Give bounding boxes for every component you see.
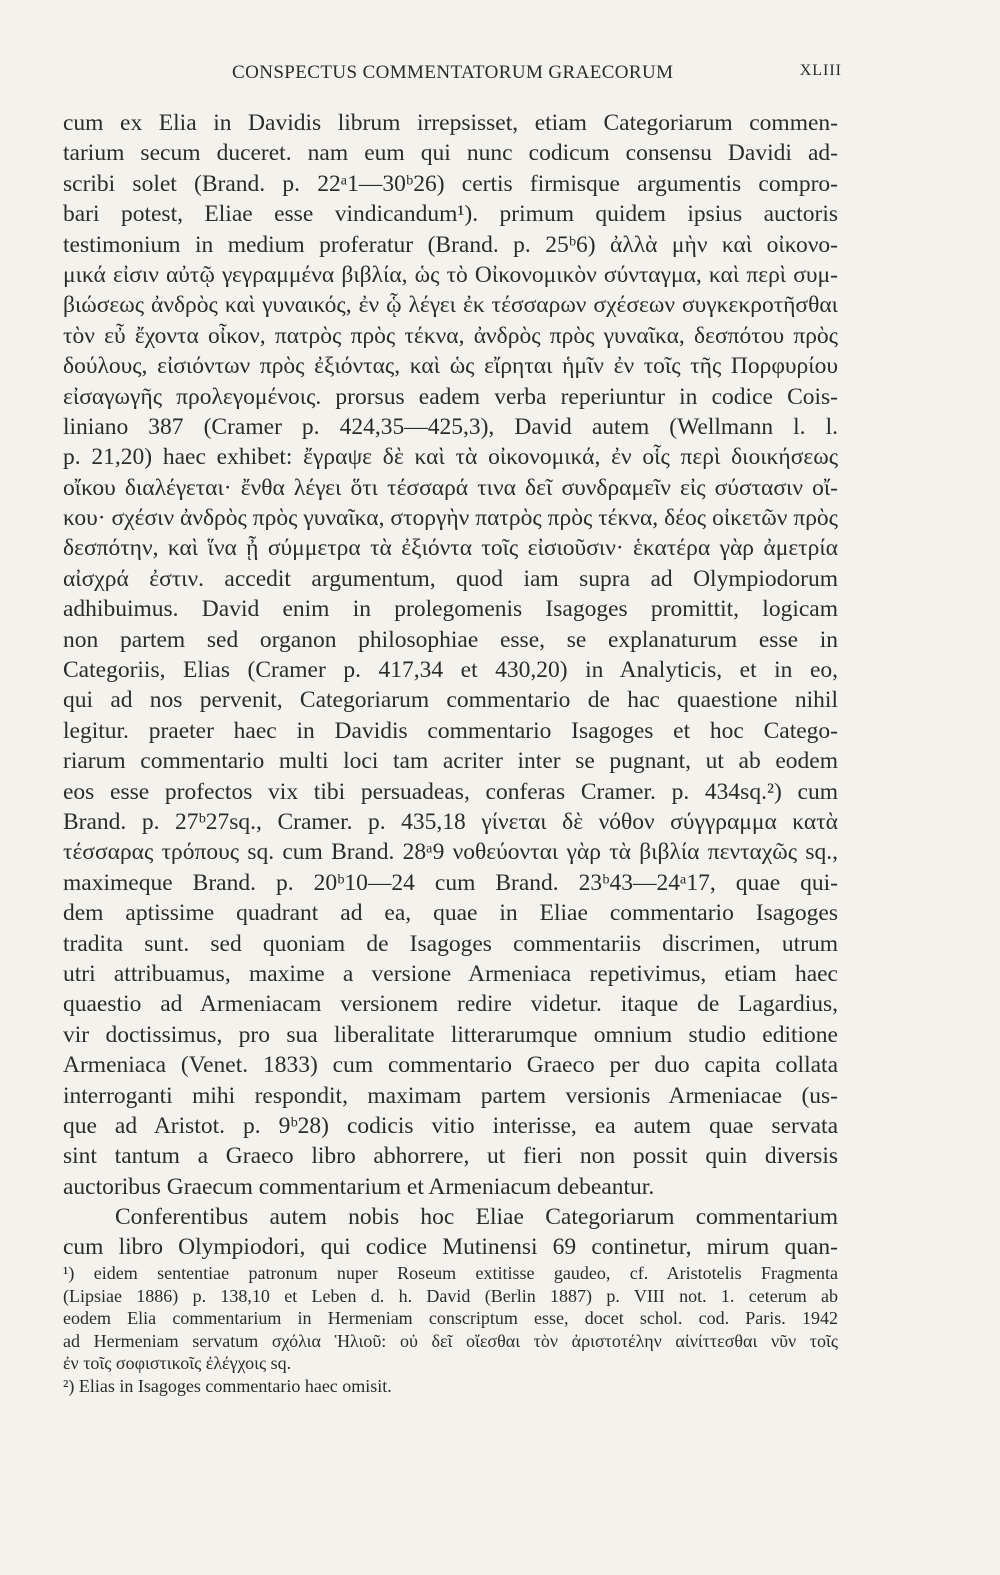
text-line: scribi solet (Brand. p. 22ᵃ1—30ᵇ26) certis firmisque argumentis compro- <box>63 170 838 197</box>
text-line: κου· σχέσιν ἀνδρὸς πρὸς γυναῖκα, στοργὴν πατρὸς πρὸς τέκνα, δέος οἰκετῶν πρὸς <box>63 505 838 532</box>
footnote-line: eodem Elia commentarium in Hermeniam conscriptum esse, docet schol. cod. Paris. 1942 <box>63 1308 838 1329</box>
text-line: riarum commentario multi loci tam acriter inter se pugnant, ut ab eodem <box>63 748 838 775</box>
text-line: τέσσαρας τρόπους sq. cum Brand. 28ᵃ9 νοθεύονται γὰρ τὰ βιβλία πενταχῶς sq., <box>63 839 838 866</box>
text-line: vir doctissimus, pro sua liberalitate litterarumque omnium studio editione <box>63 1021 838 1048</box>
text-line: τὸν εὖ ἔχοντα οἶκον, πατρὸς πρὸς τέκνα, ἀνδρὸς πρὸς γυναῖκα, δεσπότου πρὸς <box>63 322 838 349</box>
text-line: αἰσχρά ἐστιν. accedit argumentum, quod iam supra ad Olympiodorum <box>63 565 838 592</box>
footnotes <box>63 1262 838 1398</box>
text-line: Brand. p. 27ᵇ27sq., Cramer. p. 435,18 γίνεται δὲ νόθον σύγγραμμα κατὰ <box>63 808 838 835</box>
text-line: Categoriis, Elias (Cramer p. 417,34 et 430,20) in Analyticis, et in eo, <box>63 657 838 684</box>
footnote-line: ad Hermeniam servatum σχόλια Ἡλιοῦ: οὐ δεῖ οἴεσθαι τὸν ἀριστοτέλην αἰνίττεσθαι νῦν τοῖς <box>63 1330 838 1351</box>
footnote-line: ¹) eidem sententiae patronum nuper Roseum extitisse gaudeo, cf. Aristotelis Fragmenta <box>63 1263 838 1283</box>
text-line: utri attribuamus, maxime a versione Armeniaca repetivimus, etiam haec <box>63 960 838 987</box>
text-line: maximeque Brand. p. 20ᵇ10—24 cum Brand. 23ᵇ43—24ᵃ17, quae qui- <box>63 869 838 896</box>
text-line: cum libro Olympiodori, qui codice Mutinensi 69 continetur, mirum quan- <box>63 1234 838 1261</box>
text-line: adhibuimus. David enim in prolegomenis Isagoges promittit, logicam <box>63 596 838 623</box>
text-line: quaestio ad Armeniacam versionem redire videtur. itaque de Lagardius, <box>63 991 838 1018</box>
text-line: non partem sed organon philosophiae esse, se explanaturum esse in <box>63 626 838 653</box>
footnote-line: (Lipsiae 1886) p. 138,10 et Leben d. h. David (Berlin 1887) p. VIII not. 1. ceterum ab <box>63 1285 838 1306</box>
text-line: μικά εἰσιν αὐτῷ γεγραμμένα βιβλία, ὡς τὸ Οἰκονομικὸν σύνταγμα, καὶ περὶ συμ- <box>63 261 838 288</box>
text-line: legitur. praeter haec in Davidis commentario Isagoges et hoc Catego- <box>63 717 838 744</box>
text-line: οἴκου διαλέγεται· ἔνθα λέγει ὅτι τέσσαρά τινα δεῖ συνδραμεῖν εἰς σύστασιν οἴ- <box>63 474 838 501</box>
text-line: interroganti mihi respondit, maximam partem versionis Armeniacae (us- <box>63 1082 838 1109</box>
footnote-line: ἐν τοῖς σοφιστικοῖς ἐλέγχοις sq. <box>63 1353 292 1374</box>
text-line: testimonium in medium proferatur (Brand. p. 25ᵇ6) ἀλλὰ μὴν καὶ οἰκονο- <box>63 231 838 258</box>
text-line: auctoribus Graecum commentarium et Armeniacum debeantur. <box>63 1173 655 1200</box>
page-number: XLIII <box>799 62 842 79</box>
text-line: eos esse profectos vix tibi persuadeas, conferas Cramer. p. 434sq.²) cum <box>63 778 838 805</box>
text-line: εἰσαγωγῆς προλεγομένοις. prorsus eadem verba reperiuntur in codice Cois- <box>63 383 838 410</box>
text-line: dem aptissime quadrant ad ea, quae in Eliae commentario Isagoges <box>63 900 838 927</box>
running-head-title: CONSPECTUS COMMENTATORUM GRAECORUM <box>232 62 674 83</box>
text-line: cum ex Elia in Davidis librum irrepsisset, etiam Categoriarum commen- <box>63 110 838 136</box>
text-line: δούλους, εἰσιόντων πρὸς ἐξιόντας, καὶ ὡς εἴρηται ἡμῖν ἐν τοῖς τῆς Πορφυρίου <box>63 353 838 380</box>
text-line: Armeniaca (Venet. 1833) cum commentario Graeco per duo capita collata <box>63 1052 838 1079</box>
text-line: p. 21,20) haec exhibet: ἔγραψε δὲ καὶ τὰ οἰκονομικά, ἐν οἷς περὶ διοικήσεως <box>63 444 838 471</box>
footnote-line: ²) Elias in Isagoges commentario haec omisit. <box>63 1375 392 1396</box>
text-line: δεσπότην, καὶ ἵνα ᾖ σύμμετρα τὰ ἐξιόντα τοῖς εἰσιοῦσιν· ἑκατέρα γὰρ ἀμετρία <box>63 535 838 562</box>
text-line: bari potest, Eliae esse vindicandum¹). primum quidem ipsius auctoris <box>63 201 838 228</box>
text-line: Conferentibus autem nobis hoc Eliae Categoriarum commentarium <box>115 1204 838 1231</box>
text-line: tarium secum duceret. nam eum qui nunc codicum consensu Davidi ad- <box>63 140 838 167</box>
text-line: liniano 387 (Cramer p. 424,35—425,3), David autem (Wellmann l. l. <box>63 413 838 440</box>
text-line: qui ad nos pervenit, Categoriarum commentario de hac quaestione nihil <box>63 687 838 714</box>
main-text <box>63 108 838 1263</box>
text-line: tradita sunt. sed quoniam de Isagoges commentariis discrimen, utrum <box>63 930 838 957</box>
text-line: que ad Aristot. p. 9ᵇ28) codicis vitio interisse, ea autem quae servata <box>63 1112 838 1139</box>
text-line: sint tantum a Graeco libro abhorrere, ut fieri non possit quin diversis <box>63 1143 838 1170</box>
text-line: βιώσεως ἀνδρὸς καὶ γυναικός, ἐν ᾧ λέγει ἐκ τέσσαρων σχέσεων συγκεκροτῆσθαι <box>63 292 838 319</box>
